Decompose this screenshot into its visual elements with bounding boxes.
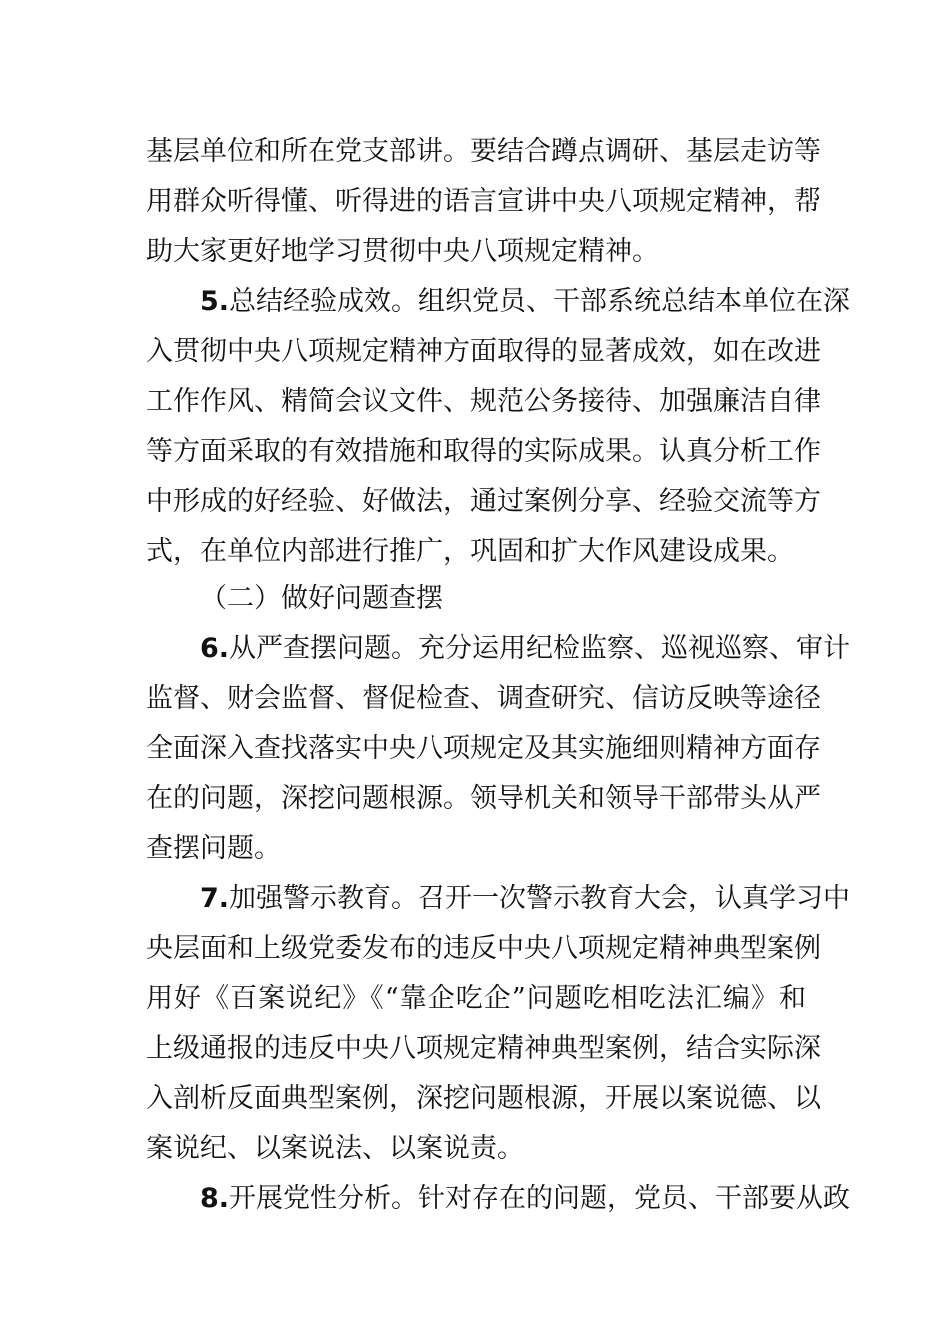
para-7-line-6: 案说纪、以案说法、以案说责。: [146, 1133, 524, 1164]
para-5-line-2: 入贯彻中央八项规定精神方面取得的显著成效，如在改进: [146, 336, 821, 367]
para-4-line-3: 助大家更好地学习贯彻中央八项规定精神。: [146, 236, 659, 267]
para-5-line-1: [200, 284, 851, 320]
para-8-line-1: [200, 1181, 851, 1217]
para-7-number: 7.: [200, 883, 230, 914]
para-6-line-3: 全面深入查找落实中央八项规定及其实施细则精神方面存: [146, 733, 821, 764]
para-7-line-2: 央层面和上级党委发布的违反中央八项规定精神典型案例: [146, 933, 821, 964]
para-6-text: 从严查摆问题。充分运用纪检监察、巡视巡察、审计: [229, 633, 851, 664]
para-7-line-4: 上级通报的违反中央八项规定精神典型案例，结合实际深: [146, 1033, 821, 1064]
para-6-line-5: 查摆问题。: [146, 833, 281, 864]
para-8-number: 8.: [200, 1183, 230, 1214]
para-7-line-5: 入剖析反面典型案例，深挖问题根源，开展以案说德、以: [146, 1083, 821, 1114]
para-8-text: 开展党性分析。针对存在的问题，党员、干部要从政: [229, 1183, 851, 1214]
para-7-line-1: [200, 881, 851, 917]
para-6-number: 6.: [200, 633, 230, 664]
para-4-line-1: 基层单位和所在党支部讲。要结合蹲点调研、基层走访等: [146, 136, 821, 167]
para-7-line-3: 用好《百案说纪》《“靠企吃企”问题吃相吃法汇编》和: [146, 983, 806, 1014]
para-7-text: 加强警示教育。召开一次警示教育大会，认真学习中: [229, 883, 851, 914]
para-6-line-2: 监督、财会监督、督促检查、调查研究、信访反映等途径: [146, 683, 821, 714]
para-5-number: 5.: [200, 286, 230, 317]
para-5-line-6: 式，在单位内部进行推广，巩固和扩大作风建设成果。: [146, 536, 794, 567]
section-heading: （二）做好问题查摆: [200, 583, 443, 614]
para-6-line-4: 在的问题，深挖问题根源。领导机关和领导干部带头从严: [146, 783, 821, 814]
para-5-line-3: 工作作风、精简会议文件、规范公务接待、加强廉洁自律: [146, 386, 821, 417]
para-5-text: 总结经验成效。组织党员、干部系统总结本单位在深: [229, 286, 851, 317]
para-6-line-1: [200, 631, 851, 667]
para-5-line-5: 中形成的好经验、好做法，通过案例分享、经验交流等方: [146, 486, 821, 517]
para-4-line-2: 用群众听得懂、听得进的语言宣讲中央八项规定精神，帮: [146, 186, 821, 217]
para-5-line-4: 等方面采取的有效措施和取得的实际成果。认真分析工作: [146, 436, 821, 467]
